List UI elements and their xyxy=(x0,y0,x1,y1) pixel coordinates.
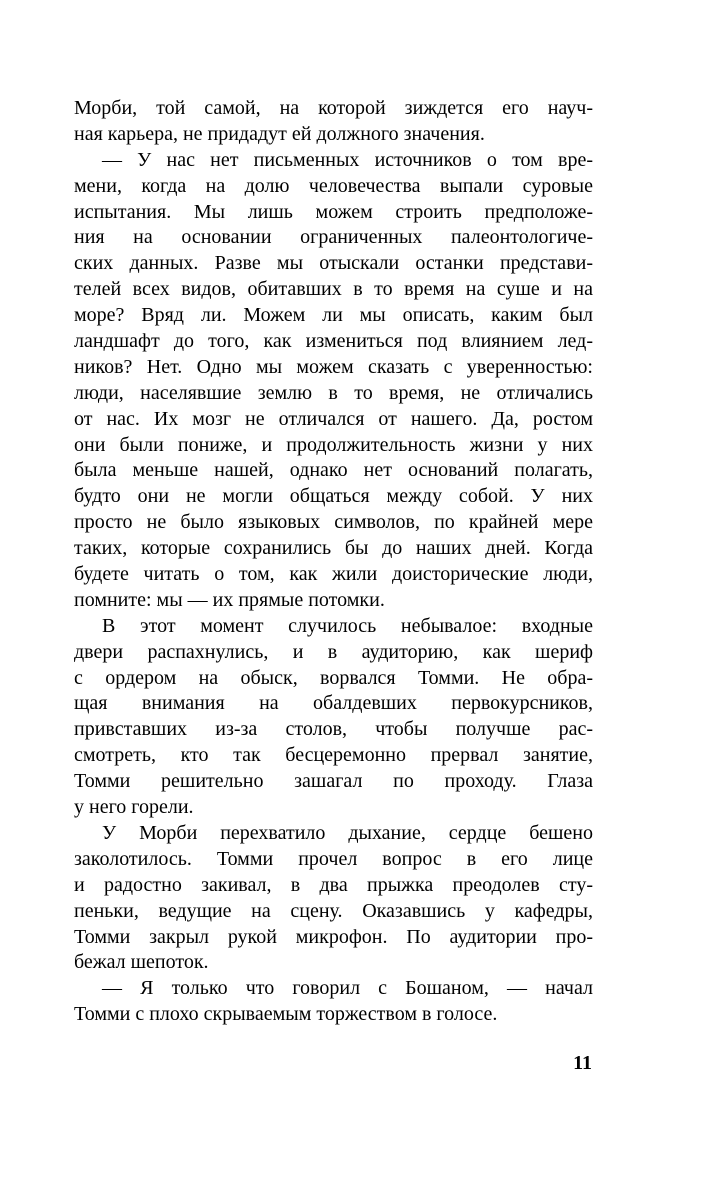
text-line: таких, которые сохранились бы до наших дней. Когда xyxy=(74,537,593,560)
text-line: Томми закрыл рукой микрофон. По аудитории про- xyxy=(74,925,593,948)
text-line: заколотилось. Томми прочел вопрос в его лице xyxy=(74,847,593,870)
text-line: ния на основании ограниченных палеонтологиче- xyxy=(74,226,593,249)
text-line: помните: мы — их прямые потомки. xyxy=(74,588,385,611)
text-line: — Я только что говорил с Бошаном, — начал xyxy=(102,977,593,1000)
text-line: ная карьера, не придадут ей должного значения. xyxy=(74,122,485,145)
text-line: У Морби перехватило дыхание, сердце бешено xyxy=(102,821,593,844)
text-line: просто не было языковых символов, по крайней мере xyxy=(74,511,593,534)
text-line: В этот момент случилось небывалое: входные xyxy=(102,614,593,637)
text-line: от нас. Их мозг не отличался от нашего. Да, ростом xyxy=(74,407,593,430)
text-line: смотреть, кто так бесцеремонно прервал занятие, xyxy=(74,744,593,767)
text-line: и радостно закивал, в два прыжка преодолев сту- xyxy=(74,873,593,896)
text-line: море? Вряд ли. Можем ли мы описать, каким был xyxy=(74,304,593,327)
text-line: телей всех видов, обитавших в то время на суше и на xyxy=(74,278,593,301)
text-line: Томми решительно зашагал по проходу. Глаза xyxy=(74,770,593,793)
text-line: пеньки, ведущие на сцену. Оказавшись у кафедры, xyxy=(74,899,593,922)
text-line: они были пониже, и продолжительность жизни у них xyxy=(74,433,593,456)
text-line: ских данных. Разве мы отыскали останки представи- xyxy=(74,252,593,275)
text-block xyxy=(74,96,593,1028)
text-line: Томми с плохо скрываемым торжеством в голосе. xyxy=(74,1003,498,1026)
text-line: будете читать о том, как жили доисторические люди, xyxy=(74,563,593,586)
text-line: люди, населявшие землю в то время, не отличались xyxy=(74,381,593,404)
text-line: привставших из-за столов, чтобы получше рас- xyxy=(74,718,593,741)
page-number: 11 xyxy=(573,1052,592,1074)
text-line: мени, когда на долю человечества выпали суровые xyxy=(74,174,593,197)
text-line: — У нас нет письменных источников о том вре- xyxy=(102,148,593,171)
text-line: ландшафт до того, как измениться под влиянием лед- xyxy=(74,330,593,353)
text-line: у него горели. xyxy=(74,796,194,819)
text-line: двери распахнулись, и в аудиторию, как шериф xyxy=(74,640,593,663)
text-line: была меньше нашей, однако нет оснований полагать, xyxy=(74,459,593,482)
text-line: испытания. Мы лишь можем строить предположе- xyxy=(74,200,593,223)
text-line: с ордером на обыск, ворвался Томми. Не обра- xyxy=(74,666,593,689)
text-line: бежал шепоток. xyxy=(74,951,209,974)
text-line: щая внимания на обалдевших первокурсников, xyxy=(74,692,593,715)
text-line: будто они не могли общаться между собой. У них xyxy=(74,485,593,508)
text-line: Морби, той самой, на которой зиждется его науч- xyxy=(74,97,593,119)
text-line: ников? Нет. Одно мы можем сказать с уверенностью: xyxy=(74,355,593,378)
